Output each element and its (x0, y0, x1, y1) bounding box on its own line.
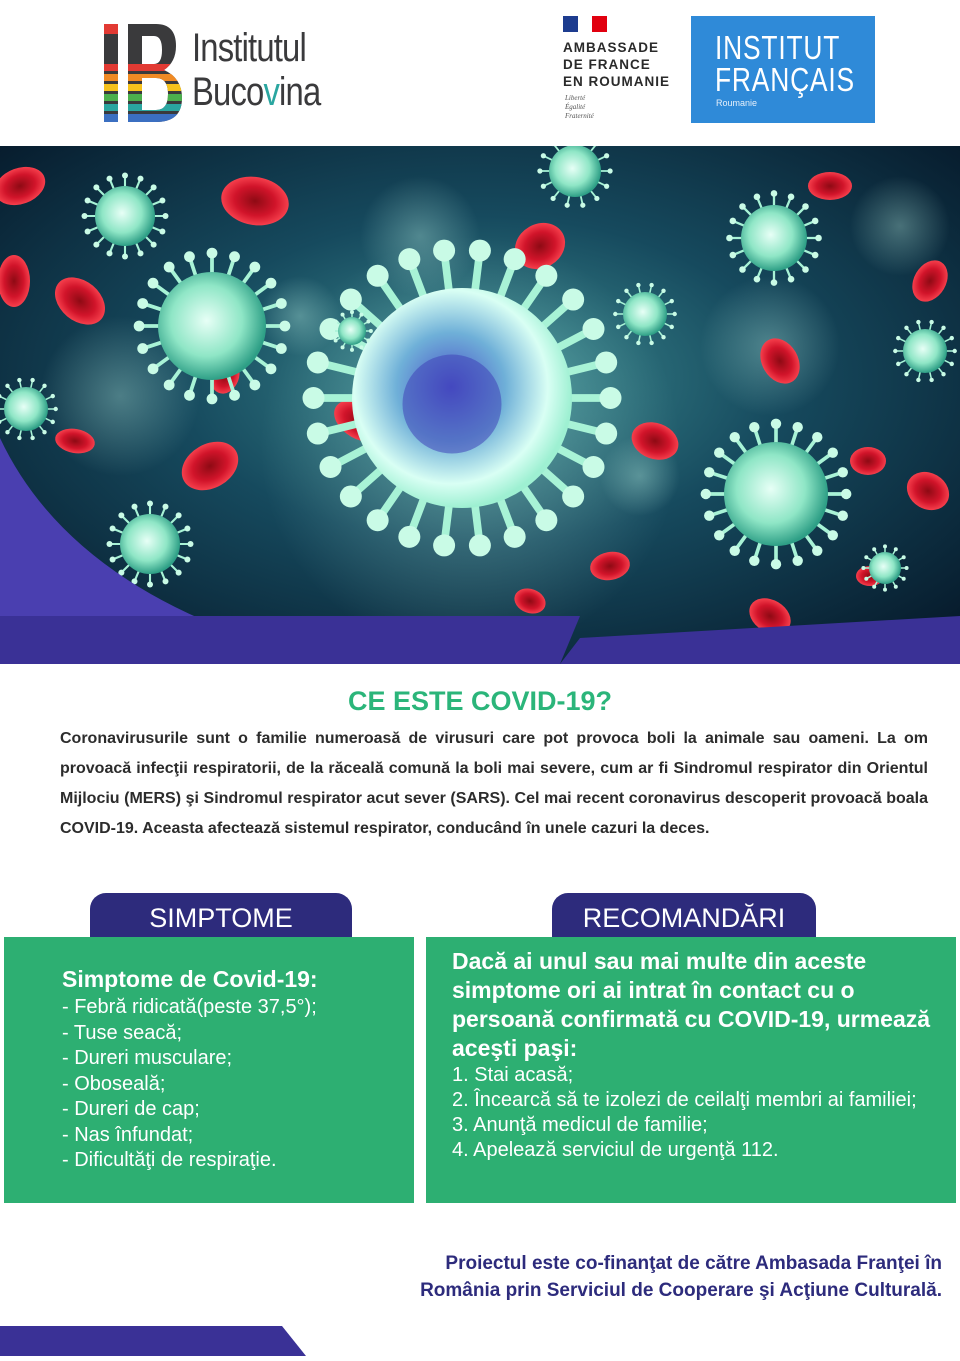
simptom-item: - Nas înfundat; (62, 1123, 317, 1149)
red-blood-cell (850, 447, 886, 475)
motto-line: Fraternité (565, 112, 594, 121)
simptom-item: - Dureri musculare; (62, 1046, 317, 1072)
if-line1: INSTITUT (715, 32, 855, 64)
virus-particle (107, 501, 194, 588)
funding-line: Proiectul este co-finanţat de către Ambasada Franţei în (300, 1250, 942, 1277)
virus-particle (82, 173, 169, 260)
ib-monogram (104, 24, 182, 122)
ib-name-line1: Institutul (192, 26, 320, 70)
motto-line: Liberté (565, 94, 594, 103)
ambassade-line: AMBASSADE (563, 39, 670, 56)
institut-francais-logo (691, 16, 875, 123)
institut-francais-subtitle: Roumanie (716, 98, 757, 108)
tab-simptome: SIMPTOME (90, 893, 352, 941)
funding-line: România prin Serviciul de Cooperare şi Acţiune Culturală. (300, 1277, 942, 1304)
motto-line: Égalité (565, 103, 594, 112)
simptom-item: - Dureri de cap; (62, 1097, 317, 1123)
simptom-item: - Dificultăţi de respiraţie. (62, 1148, 317, 1174)
institut-francais-title (715, 32, 855, 96)
tab-recomandari: RECOMANDĂRI (552, 893, 816, 941)
simptom-item: - Tuse seacă; (62, 1021, 317, 1047)
simptome-heading: Simptome de Covid-19: (62, 966, 318, 993)
recomandari-list (452, 1063, 942, 1163)
simptome-panel (4, 937, 414, 1203)
if-line2: FRANÇAIS (715, 64, 855, 96)
simptom-item: - Febră ridicată(peste 37,5°); (62, 995, 317, 1021)
ambassade-logo-text (563, 39, 670, 90)
french-flag-icon (563, 16, 607, 32)
ib-accent-letter: v (263, 70, 279, 114)
bottom-decor-bar (0, 1326, 306, 1356)
intro-paragraph: Coronavirusurile sunt o familie numeroasă de virusuri care pot provoca boli la animale sau oameni. La om provoacă infecţii respiratorii, de la răceală comună la boli mai severe, cum ar fi Sindromul respirator din Orientul Mijlociu (MERS) şi Sindromul respirator acut sever (SARS). Cel mai recent coronavirus descoperit provoacă boala COVID-19. Aceasta afectează sistemul respirator, conducând în unele cazuri la deces. (60, 724, 928, 844)
ib-wordmark (192, 26, 320, 114)
simptome-list (62, 995, 317, 1174)
ib-name-line2: Bucovina (192, 70, 320, 114)
recomandare-item: 4. Apelează serviciul de urgenţă 112. (452, 1138, 942, 1163)
page-title: CE ESTE COVID-19? (0, 686, 960, 717)
funding-note (300, 1250, 942, 1304)
recomandare-item: 1. Stai acasă; (452, 1063, 942, 1088)
republic-motto (565, 94, 594, 121)
red-blood-cell (808, 172, 852, 200)
recomandare-item: 3. Anunţă medicul de familie; (452, 1113, 942, 1138)
ambassade-line: DE FRANCE (563, 56, 670, 73)
virus-particle (726, 190, 822, 286)
recomandari-panel (426, 937, 956, 1203)
recomandari-heading: Dacă ai unul sau mai multe din aceste simptome ori ai intrat în contact cu o persoană confirmată cu COVID-19, urmează aceşti paşi: (452, 947, 942, 1063)
ambassade-line: EN ROUMANIE (563, 73, 670, 90)
simptom-item: - Oboseală; (62, 1072, 317, 1098)
recomandare-item: 2. Încearcă să te izolezi de ceilalţi membri ai familiei; (452, 1088, 942, 1113)
coronavirus-hero-image (0, 146, 960, 664)
